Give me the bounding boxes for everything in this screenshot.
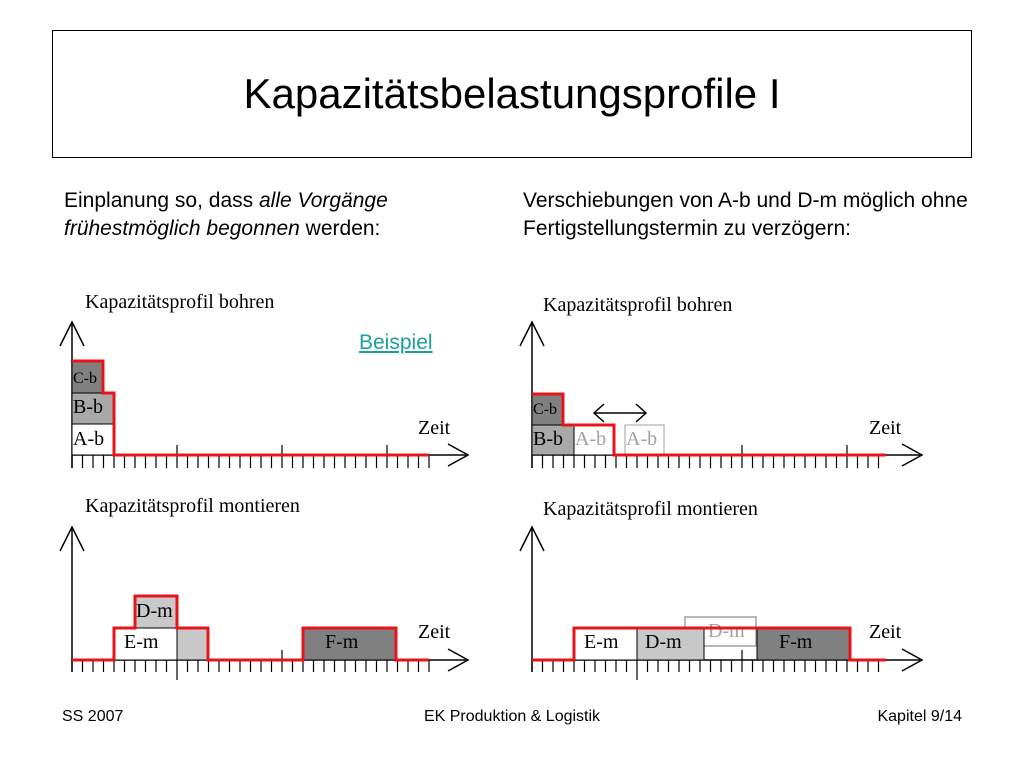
left-text-part1: Einplanung so, dass: [64, 189, 259, 212]
block-label: A-b: [73, 428, 105, 450]
axis-label: Zeit: [418, 417, 451, 439]
block-label-ghost: A-b: [626, 428, 658, 450]
chart-left-bohren: [60, 291, 468, 468]
block-label: F-m: [779, 631, 813, 653]
block-label: D-m: [136, 600, 173, 622]
block-label-ghost: A-b: [575, 428, 607, 450]
page-title: Kapazitätsbelastungsprofile I: [243, 70, 781, 117]
block-label: C-b: [73, 370, 97, 387]
footer-semester: SS 2007: [62, 708, 124, 725]
block-label: B-b: [533, 428, 563, 450]
chart-title: Kapazitätsprofil montieren: [543, 498, 758, 520]
footer-course: EK Produktion & Logistik: [423, 708, 601, 725]
chart-left-montieren: [60, 495, 468, 680]
left-text-part2: werden:: [299, 217, 381, 240]
block-label: F-m: [325, 631, 359, 653]
block-d-m-tail: [177, 628, 208, 660]
chart-title: Kapazitätsprofil bohren: [85, 291, 275, 313]
shift-double-arrow: [594, 404, 646, 422]
right-description: Verschiebungen von A-b und D-m möglich ohne Fertigstellungstermin zu verzögern:: [523, 189, 968, 240]
left-text-italic: alle Vorgänge frühestmöglich begonnen: [64, 189, 388, 240]
beispiel-link[interactable]: Beispiel: [359, 331, 433, 354]
footer-page: Kapitel 9/14: [877, 708, 962, 725]
axis-label: Zeit: [869, 417, 902, 439]
block-label: B-b: [73, 396, 103, 418]
axis-label: Zeit: [869, 621, 902, 643]
block-label: C-b: [533, 401, 557, 418]
block-label: D-m: [645, 631, 682, 653]
block-label-ghost: D-m: [708, 620, 745, 642]
chart-title: Kapazitätsprofil montieren: [85, 495, 300, 517]
block-label: E-m: [124, 631, 159, 653]
chart-right-montieren: [520, 498, 922, 680]
axis-label: Zeit: [418, 621, 451, 643]
chart-title: Kapazitätsprofil bohren: [543, 294, 733, 316]
block-label: E-m: [584, 631, 619, 653]
chart-right-bohren: [520, 294, 922, 468]
load-profile: [72, 361, 429, 455]
